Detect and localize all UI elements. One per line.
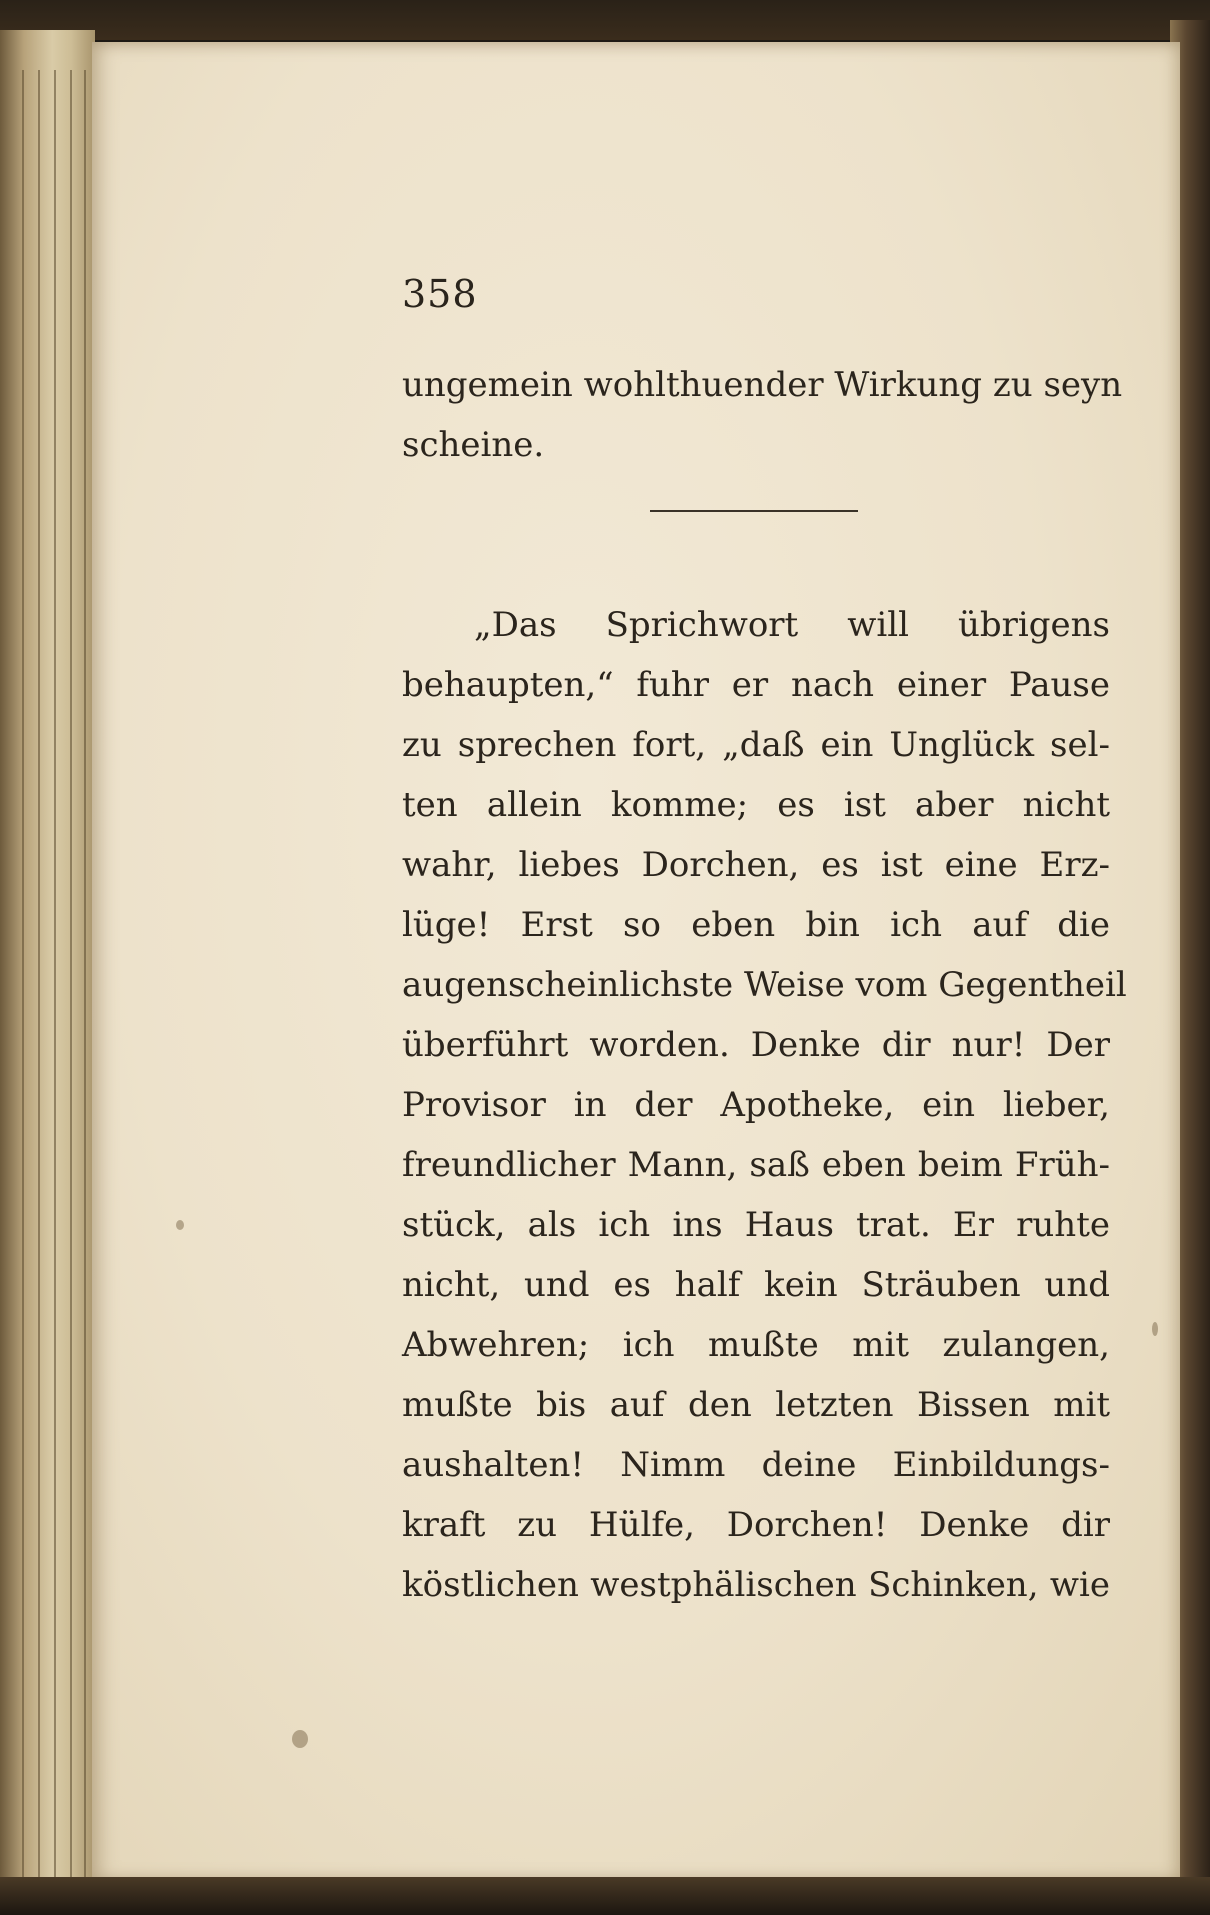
- text-line: aushalten! Nimm deine Einbildungs-: [402, 1445, 1110, 1485]
- text-line: scheine.: [402, 425, 545, 465]
- paper-speck: [176, 1220, 184, 1230]
- text-line: zu sprechen fort, „daß ein Unglück sel-: [402, 725, 1110, 765]
- text-line: wahr, liebes Dorchen, es ist eine Erz-: [402, 845, 1110, 885]
- text-line: ten allein komme; es ist aber nicht: [402, 785, 1110, 825]
- text-line: behaupten,“ fuhr er nach einer Pause: [402, 665, 1110, 705]
- text-line: lüge! Erst so eben bin ich auf die: [402, 905, 1110, 945]
- text-line: überführt worden. Denke dir nur! Der: [402, 1025, 1110, 1065]
- page-edge-line: [84, 70, 86, 1910]
- page-edge-line: [22, 70, 24, 1910]
- text-line: augenscheinlichste Weise vom Gegentheil: [402, 965, 1127, 1005]
- page-edge-line: [38, 70, 40, 1910]
- book-top-edge: [0, 0, 1210, 40]
- text-line: köstlichen westphälischen Schinken, wie: [402, 1565, 1110, 1605]
- paper-speck: [1152, 1322, 1158, 1336]
- text-line: mußte bis auf den letzten Bissen mit: [402, 1385, 1110, 1425]
- paper-speck: [292, 1730, 308, 1748]
- text-line: freundlicher Mann, saß eben beim Früh-: [402, 1145, 1110, 1185]
- body-text: [402, 595, 1127, 1615]
- page-edge-line: [70, 70, 72, 1910]
- text-line: kraft zu Hülfe, Dorchen! Denke dir: [402, 1505, 1110, 1545]
- text-line: Provisor in der Apotheke, ein lieber,: [402, 1085, 1110, 1125]
- text-line: stück, als ich ins Haus trat. Er ruhte: [402, 1205, 1110, 1245]
- text-line: nicht, und es half kein Sträuben und: [402, 1265, 1110, 1305]
- text-line: „Das Sprichwort will übrigens: [474, 605, 1110, 645]
- book-bottom-edge: [0, 1877, 1210, 1915]
- text-line: ungemein wohlthuender Wirkung zu seyn: [402, 365, 1123, 405]
- section-divider: [650, 510, 858, 512]
- page-edge-line: [54, 70, 56, 1910]
- text-line: Abwehren; ich mußte mit zulangen,: [402, 1325, 1110, 1365]
- book-spine-pages: [0, 30, 95, 1890]
- body-text: [402, 355, 1123, 475]
- page-number: 358: [402, 272, 478, 316]
